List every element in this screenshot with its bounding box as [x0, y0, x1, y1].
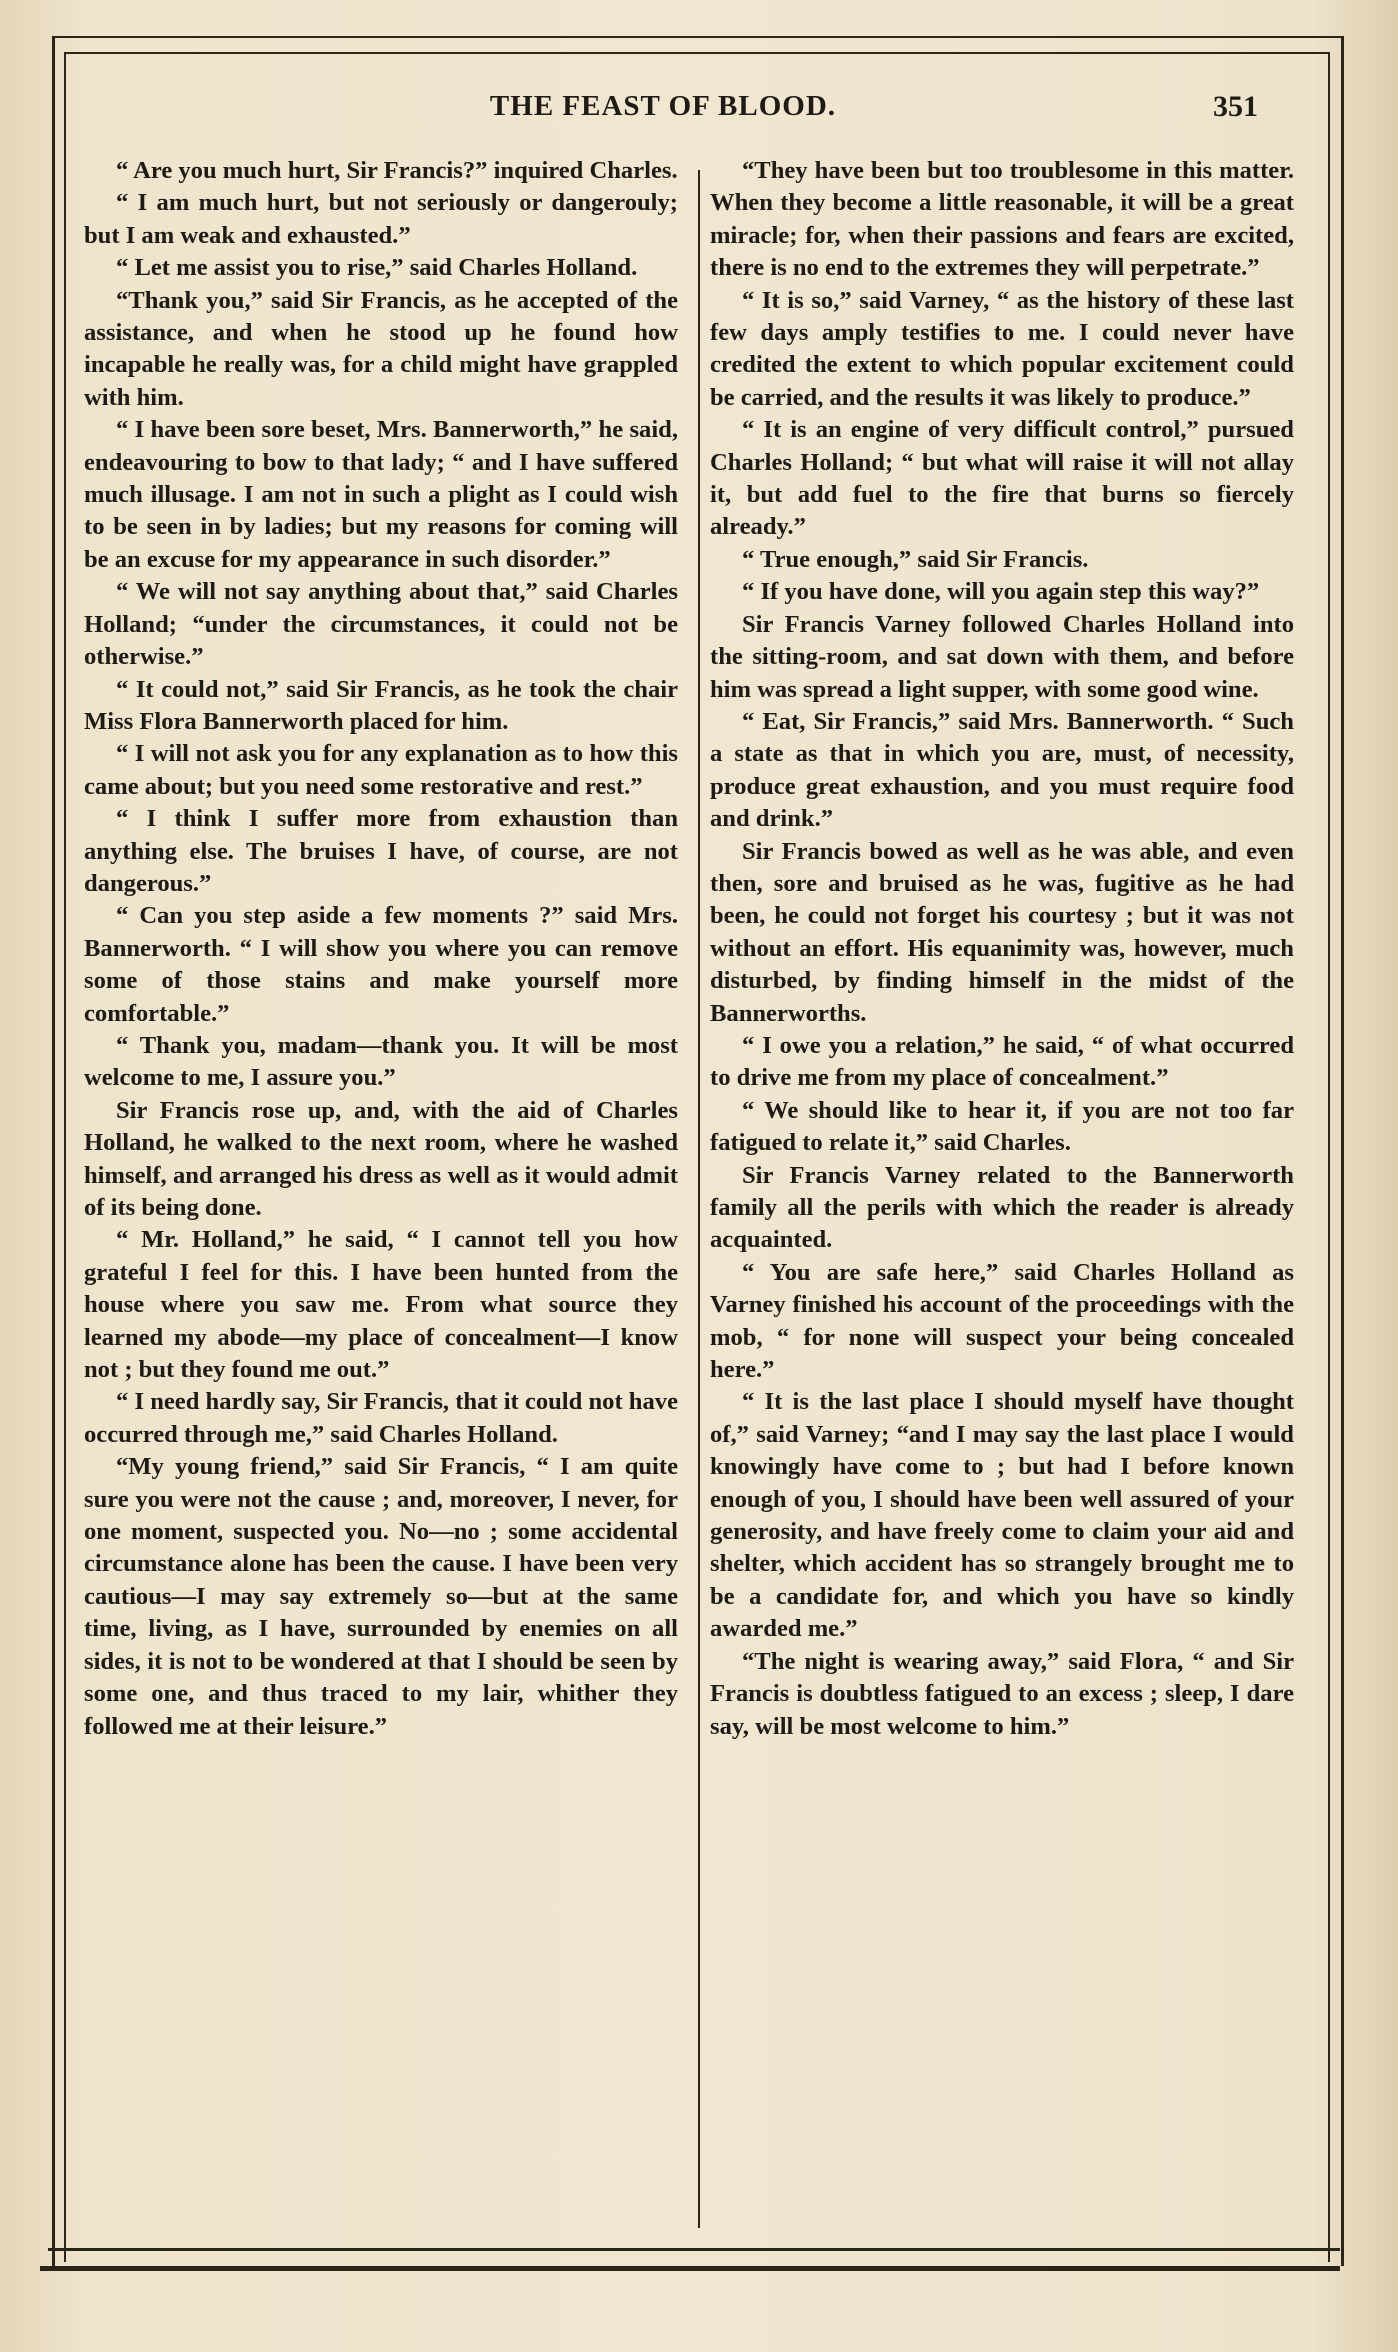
paragraph: “ It is so,” said Varney, “ as the history of these last few days amply testifies to me. I could never have credited the extent to which popular excitement could be carried, and the results it was likely to produce.”	[710, 286, 1294, 411]
paragraph: “ Thank you, madam—thank you. It will be most welcome to me, I assure you.”	[84, 1031, 678, 1092]
paragraph: “ I need hardly say, Sir Francis, that it could not have occurred through me,” said Charles Holland.	[84, 1388, 678, 1448]
paragraph: “ I think I suffer more from exhaustion than anything else. The bruises I have, of course, are not dangerous.”	[84, 805, 678, 897]
paragraph: “ We should like to hear it, if you are not too far fatigued to relate it,” said Charles.	[710, 1096, 1294, 1157]
paragraph: “Thank you,” said Sir Francis, as he accepted of the assistance, and when he stood up he found how incapable he really was, for a child might have grappled with him.	[84, 286, 678, 411]
paragraph: “ If you have done, will you again step this way?”	[742, 578, 1260, 606]
paragraph: “ We will not say anything about that,” said Charles Holland; “under the circumstances, it could not be otherwise.”	[84, 578, 678, 671]
bottom-rule	[48, 2248, 1340, 2251]
paragraph: Sir Francis Varney followed Charles Holland into the sitting-room, and sat down with them, and before him was spread a light supper, with some good wine.	[710, 610, 1294, 703]
paragraph: Sir Francis rose up, and, with the aid of Charles Holland, he walked to the next room, where he washed himself, and arranged his dress as well as it would admit of its being done.	[84, 1096, 678, 1221]
paragraph: “The night is wearing away,” said Flora, “ and Sir Francis is doubtless fatigued to an excess ; sleep, I dare say, will be most welcome to him.”	[710, 1647, 1294, 1740]
paragraph: “ Let me assist you to rise,” said Charles Holland.	[116, 254, 638, 282]
paragraph: “ Mr. Holland,” he said, “ I cannot tell you how grateful I feel for this. I have been hunted from the house where you saw me. From what source they learned my abode—my place of concealment—I know not ; but they found me out.”	[84, 1226, 678, 1384]
paragraph: “ True enough,” said Sir Francis.	[742, 545, 1089, 573]
paragraph: “ I have been sore beset, Mrs. Bannerworth,” he said, endeavouring to bow to that lady; “ and I have suffered much illusage. I am not in such a plight as I could wish to be seen in by ladies; but my reasons for coming will be an excuse for my appearance in such disorder.”	[84, 416, 678, 573]
paragraph: “ Can you step aside a few moments ?” said Mrs. Bannerworth. “ I will show you where you can remove some of those stains and make yourself more comfortable.”	[84, 902, 678, 1027]
page-number: 351	[1213, 90, 1258, 123]
paragraph: “They have been but too troublesome in this matter. When they become a little reasonable, it will be a great miracle; for, when their passions and fears are excited, there is no end to the extremes they will perpetrate.”	[710, 157, 1294, 282]
paragraph: “ I am much hurt, but not seriously or dangerouly; but I am weak and exhausted.”	[84, 189, 678, 249]
paragraph: “ It is the last place I should myself have thought of,” said Varney; “and I may say the last place I would knowingly have come to ; but had I before known enough of you, I should have been well assured of your generosity, and have freely come to claim your aid and shelter, which accident has so strangely brought me to be a candidate for, and which you have so kindly awarded me.”	[710, 1388, 1294, 1643]
bottom-rule-thick	[40, 2266, 1340, 2271]
paragraph: “ You are safe here,” said Charles Holland as Varney finished his account of the proceedings with the mob, “ for none will suspect your being concealed here.”	[710, 1258, 1294, 1384]
text-column-left	[84, 155, 678, 1743]
paragraph: “ I owe you a relation,” he said, “ of what occurred to drive me from my place of concealment.”	[710, 1031, 1294, 1092]
paragraph: Sir Francis bowed as well as he was able, and even then, sore and bruised as he was, fugitive as he had been, he could not forget his courtesy ; but it was not without an effort. His equanimity was, however, much disturbed, by finding himself in the midst of the Bannerworths.	[710, 837, 1294, 1027]
paragraph: “ It is an engine of very difficult control,” pursued Charles Holland; “ but what will raise it will not allay it, but add fuel to the fire that burns so fiercely already.”	[710, 416, 1294, 541]
running-title: THE FEAST OF BLOOD.	[489, 90, 837, 122]
column-divider	[698, 170, 700, 2228]
paragraph: “ Eat, Sir Francis,” said Mrs. Bannerworth. “ Such a state as that in which you are, must, of necessity, produce great exhaustion, and you must require food and drink.”	[710, 707, 1294, 833]
text-column-right	[710, 155, 1294, 1743]
paragraph: “My young friend,” said Sir Francis, “ I am quite sure you were not the cause ; and, moreover, I never, for one moment, suspected you. No—no ; some accidental circumstance alone has been the cause. I have been very cautious—I may say extremely so—but at the same time, living, as I have, surrounded by enemies on all sides, it is not to be wondered at that I should be seen by some one, and thus traced to my lair, whither they followed me at their leisure.”	[84, 1453, 678, 1740]
page-header	[68, 78, 1258, 138]
paragraph: Sir Francis Varney related to the Bannerworth family all the perils with which the reader is already acquainted.	[710, 1161, 1294, 1254]
paragraph: “ Are you much hurt, Sir Francis?” inquired Charles.	[116, 157, 678, 184]
paragraph: “ I will not ask you for any explanation as to how this came about; but you need some restorative and rest.”	[84, 740, 678, 800]
paragraph: “ It could not,” said Sir Francis, as he took the chair Miss Flora Bannerworth placed for him.	[84, 675, 678, 735]
